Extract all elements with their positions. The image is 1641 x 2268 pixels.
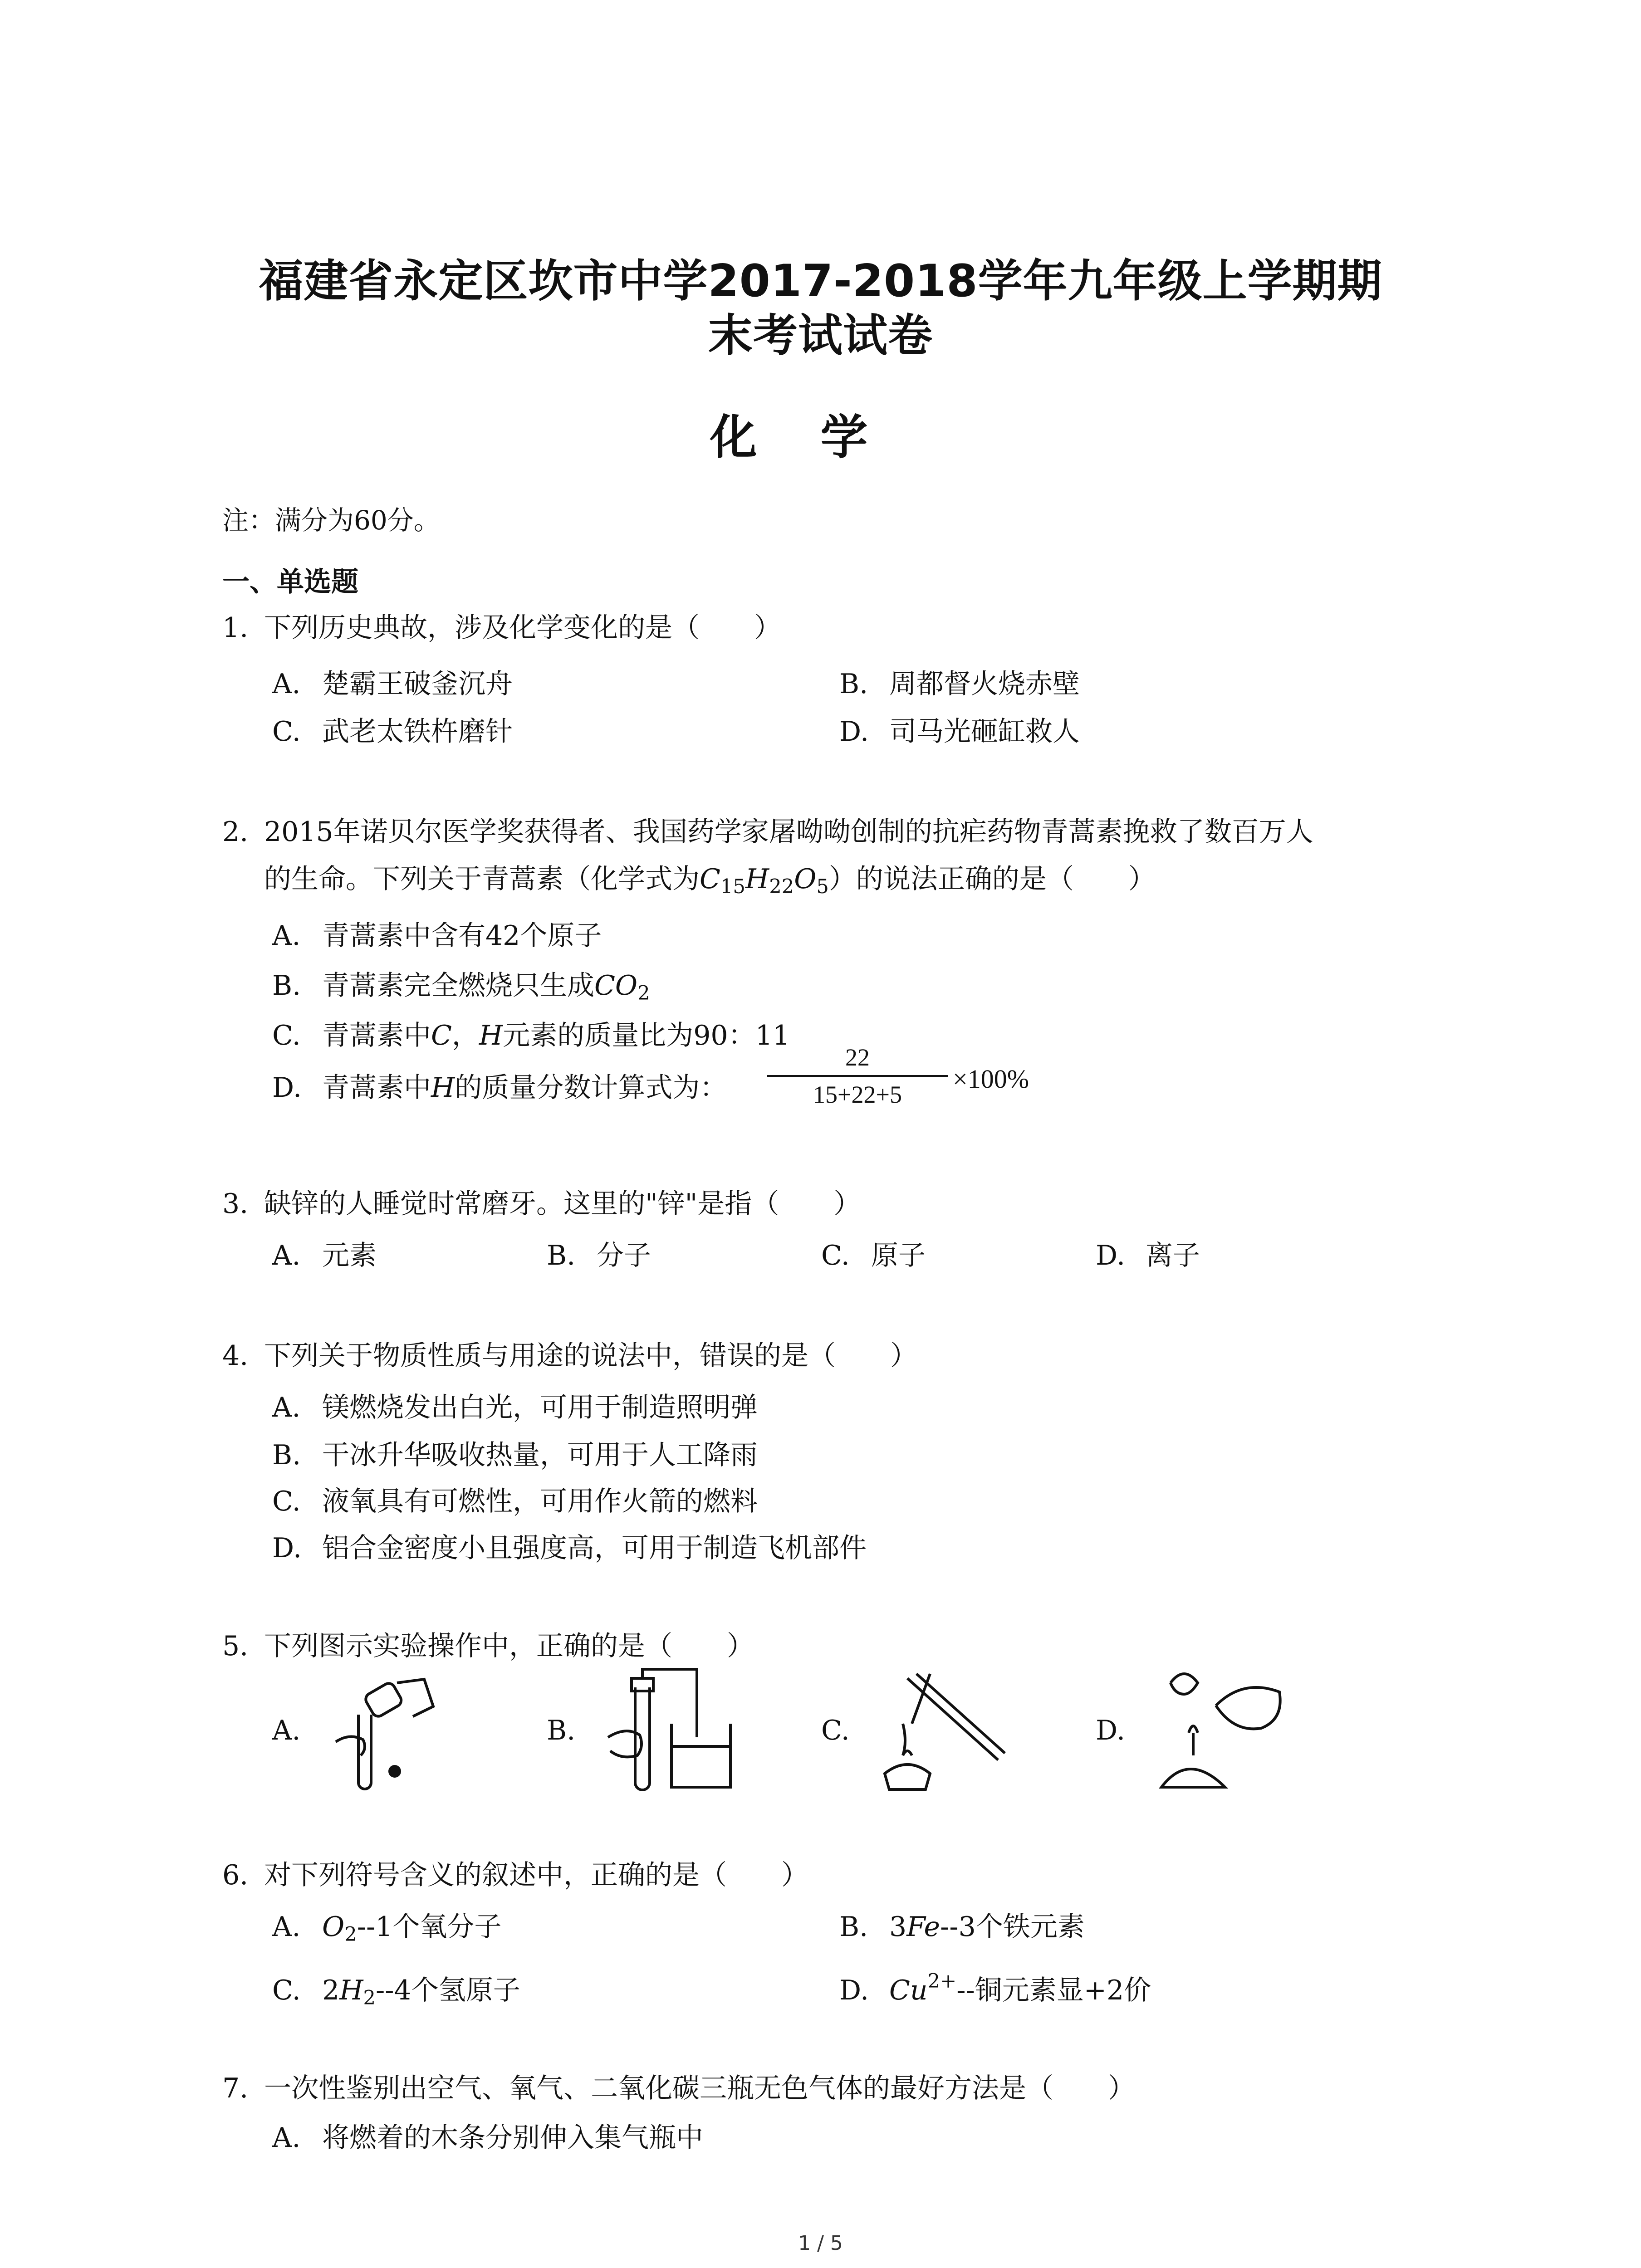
- q4-option-d[interactable]: [272, 1526, 867, 1565]
- option-label: B.: [272, 1439, 301, 1471]
- question-1: [222, 608, 781, 648]
- page-number: 1 / 5: [798, 2232, 843, 2255]
- formula-element: C: [700, 863, 720, 895]
- option-label: D.: [1096, 1240, 1126, 1271]
- option-text: 的质量分数计算式为：: [455, 1072, 727, 1104]
- option-text: 楚霸王破釜沉舟: [322, 668, 513, 700]
- chemical-symbol: H: [339, 1975, 363, 2006]
- option-text: 武老太铁杵磨针: [322, 716, 513, 748]
- symbol-coefficient: 3: [889, 1911, 907, 1943]
- option-text: 青蒿素中: [322, 1020, 431, 1051]
- q2-option-c[interactable]: [272, 1014, 790, 1053]
- element-symbol: H: [431, 1072, 455, 1104]
- q2-option-d[interactable]: [272, 1066, 727, 1105]
- question-4: [222, 1336, 917, 1376]
- option-text: 周都督火烧赤壁: [889, 668, 1080, 700]
- fraction-denominator: 15+22+5: [813, 1081, 902, 1108]
- symbol-subscript: 2: [344, 1923, 357, 1946]
- question-number: 4.: [222, 1340, 249, 1372]
- option-label: B.: [547, 1240, 576, 1271]
- option-text: 分子: [597, 1240, 651, 1271]
- q6-option-c[interactable]: [272, 1969, 520, 2009]
- fraction-numerator: 22: [767, 1043, 948, 1077]
- formula-subscript: 15: [720, 875, 745, 898]
- option-label: D.: [272, 1532, 302, 1564]
- section-heading: 一、单选题: [222, 566, 358, 598]
- q1-option-b[interactable]: [839, 662, 1080, 701]
- option-label: A.: [272, 2122, 301, 2154]
- formula-subscript: 5: [816, 875, 829, 898]
- question-text: 2015年诺贝尔医学奖获得者、我国药学家屠呦呦创制的抗疟药物青蒿素挽救了数百万人: [264, 816, 1313, 848]
- exam-title-line1: 福建省永定区坎市中学2017-2018学年九年级上学期期: [259, 255, 1382, 307]
- exam-title-line2: 末考试试卷: [708, 310, 933, 362]
- question-text: 一次性鉴别出空气、氧气、二氧化碳三瓶无色气体的最好方法是（ ）: [264, 2072, 1135, 2104]
- q5-option-a[interactable]: [272, 1715, 322, 1746]
- q6-option-b[interactable]: [839, 1905, 1085, 1944]
- question-number: 6.: [222, 1859, 249, 1891]
- question-text: 对下列符号含义的叙述中，正确的是（ ）: [264, 1859, 808, 1891]
- option-text: 青蒿素中含有42个原子: [322, 920, 602, 952]
- option-text: --铜元素显+2价: [956, 1975, 1151, 2006]
- q6-option-a[interactable]: [272, 1905, 501, 1946]
- option-label: D.: [839, 716, 869, 748]
- question-3: [222, 1184, 861, 1224]
- option-label: D.: [272, 1072, 302, 1104]
- option-label: A.: [272, 920, 301, 952]
- lab-figure-heating-tube-icon: [871, 1660, 1016, 1796]
- option-label: D.: [1096, 1715, 1126, 1746]
- q2-option-b[interactable]: [272, 964, 650, 1005]
- q1-option-a[interactable]: [272, 662, 513, 701]
- mass-fraction: [767, 1043, 948, 1109]
- symbol-subscript: 2: [363, 1986, 376, 2009]
- option-text: 铝合金密度小且强度高，可用于制造飞机部件: [322, 1532, 867, 1564]
- q5-option-c[interactable]: [821, 1715, 871, 1746]
- option-label: B.: [839, 668, 868, 700]
- formula-element: O: [794, 863, 817, 895]
- percent-multiplier: ×100%: [953, 1064, 1029, 1094]
- co2-formula: [594, 970, 650, 1005]
- option-text: 镁燃烧发出白光，可用于制造照明弹: [322, 1392, 758, 1423]
- option-label: C.: [272, 1486, 301, 1517]
- q3-option-b[interactable]: [547, 1234, 651, 1273]
- question-6: [222, 1855, 808, 1895]
- element-symbol: C: [431, 1020, 452, 1051]
- option-label: C.: [272, 1020, 301, 1051]
- question-text-part: ）的说法正确的是（ ）: [828, 863, 1156, 895]
- option-text: 离子: [1146, 1240, 1200, 1271]
- option-label: B.: [272, 970, 301, 1002]
- formula-subscript: 22: [769, 875, 794, 898]
- option-text: 青蒿素完全燃烧只生成: [322, 970, 594, 1002]
- q5-option-d[interactable]: [1096, 1715, 1146, 1746]
- option-label: A.: [272, 1911, 301, 1943]
- question-text: 下列图示实验操作中，正确的是（ ）: [264, 1630, 754, 1662]
- question-text: 下列关于物质性质与用途的说法中，错误的是（ ）: [264, 1340, 917, 1372]
- question-number: 7.: [222, 2072, 249, 2104]
- option-text: 将燃着的木条分别伸入集气瓶中: [322, 2122, 703, 2154]
- q2-option-a[interactable]: [272, 914, 602, 953]
- question-2-continued: [264, 857, 1156, 898]
- q5-option-b[interactable]: [547, 1715, 597, 1746]
- formula-element: H: [745, 863, 769, 895]
- option-text: 司马光砸缸救人: [889, 716, 1080, 748]
- q1-option-c[interactable]: [272, 710, 513, 749]
- option-text: --1个氧分子: [357, 1911, 502, 1943]
- chemical-symbol: O: [322, 1911, 345, 1943]
- q4-option-c[interactable]: [272, 1480, 758, 1519]
- question-text: 下列历史典故，涉及化学变化的是（ ）: [264, 612, 781, 644]
- option-text: --3个铁元素: [940, 1911, 1085, 1943]
- question-2: [222, 812, 1313, 852]
- question-text-part: 的生命。下列关于青蒿素（化学式为: [264, 863, 700, 895]
- separator: ，: [451, 1020, 479, 1051]
- option-label: C.: [821, 1240, 850, 1271]
- question-number: 5.: [222, 1630, 249, 1662]
- chemical-formula: [700, 863, 829, 898]
- subject-heading: 化学: [710, 410, 931, 465]
- lab-figure-airtightness-icon: [590, 1660, 744, 1796]
- option-text: 液氧具有可燃性，可用作火箭的燃料: [322, 1486, 758, 1517]
- question-number: 1.: [222, 612, 249, 644]
- option-text: --4个氢原子: [376, 1975, 520, 2006]
- question-7: [222, 2068, 1135, 2108]
- q4-option-b[interactable]: [272, 1433, 758, 1472]
- lab-figure-add-solid-icon: [318, 1674, 454, 1792]
- formula-element: CO: [594, 970, 638, 1002]
- option-text: 青蒿素中: [322, 1072, 431, 1104]
- q4-option-a[interactable]: [272, 1386, 758, 1425]
- q6-option-d[interactable]: [839, 1969, 1151, 2008]
- option-text: 元素: [322, 1240, 377, 1271]
- element-symbol: H: [479, 1020, 503, 1051]
- option-label: B.: [839, 1911, 868, 1943]
- charge-superscript: 2+: [927, 1970, 957, 1993]
- chemical-symbol: Cu: [889, 1975, 928, 2006]
- option-text: 原子: [871, 1240, 926, 1271]
- chemical-symbol: Fe: [906, 1911, 941, 1943]
- q1-option-d[interactable]: [839, 710, 1080, 749]
- option-text: 干冰升华吸收热量，可用于人工降雨: [322, 1439, 758, 1471]
- q7-option-a[interactable]: [272, 2116, 703, 2155]
- question-number: 2.: [222, 816, 249, 848]
- question-text: 缺锌的人睡觉时常磨牙。这里的"锌"是指（ ）: [264, 1188, 861, 1220]
- question-number: 3.: [222, 1188, 249, 1220]
- q3-option-c[interactable]: [821, 1234, 926, 1273]
- option-label: A.: [272, 1240, 301, 1271]
- option-text: 元素的质量比为90：11: [503, 1020, 790, 1051]
- lab-figure-alcohol-lamp-icon: [1143, 1651, 1298, 1796]
- option-label: D.: [839, 1975, 869, 2006]
- option-label: B.: [547, 1715, 576, 1746]
- q3-option-a[interactable]: [272, 1234, 377, 1273]
- option-label: A.: [272, 1715, 301, 1746]
- score-note: 注：满分为60分。: [222, 505, 440, 536]
- option-label: C.: [272, 1975, 301, 2006]
- option-label: C.: [821, 1715, 850, 1746]
- q3-option-d[interactable]: [1096, 1234, 1200, 1273]
- symbol-coefficient: 2: [322, 1975, 340, 2006]
- option-label: A.: [272, 668, 301, 700]
- option-label: C.: [272, 716, 301, 748]
- option-label: A.: [272, 1392, 301, 1423]
- formula-subscript: 2: [637, 982, 650, 1005]
